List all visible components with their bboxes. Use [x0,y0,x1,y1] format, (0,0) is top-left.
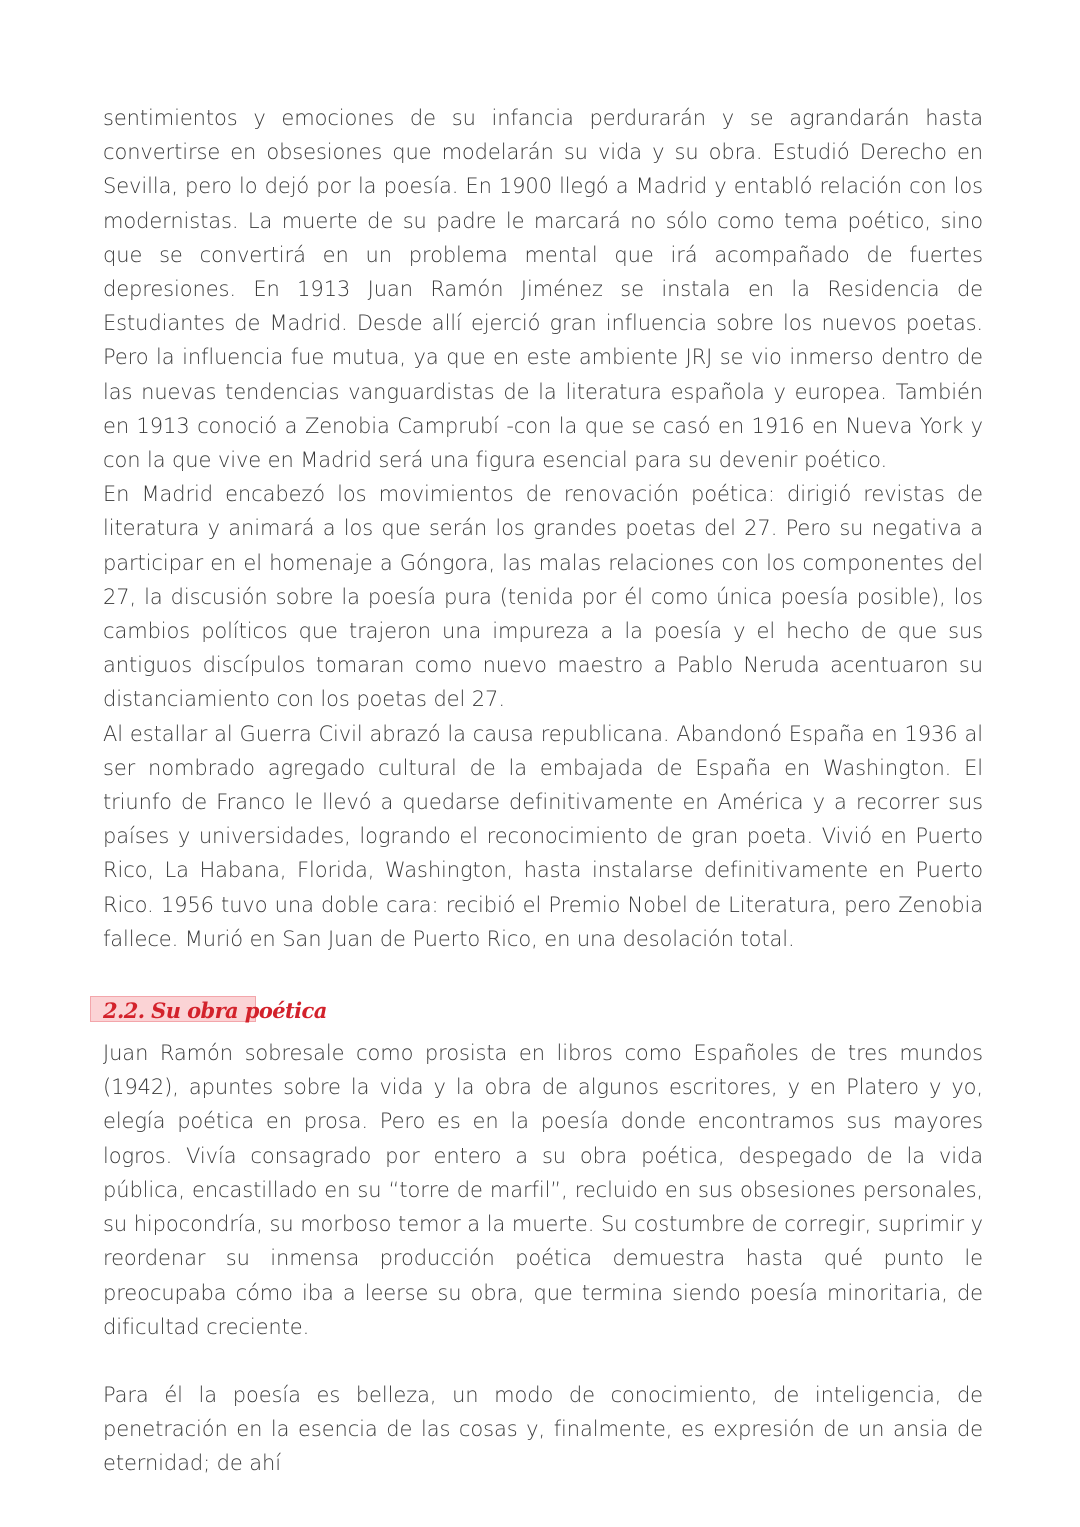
document-page [103,101,983,1481]
section-heading-container [103,990,983,1030]
paragraph-spacer [103,1344,983,1378]
section-heading: 2.2. Su obra poética [90,996,256,1022]
paragraph-madrid: En Madrid encabezó los movimientos de renovación poética: dirigió revistas de literatura y animará a los que serán los grandes poetas del 27. Pero su negativa a participar en el homenaje a Góngora, las malas relaciones con los componentes del 27, la discusión sobre la poesía pura (tenida por él como única poesía posible), los cambios políticos que trajeron una impureza a la poesía y el hecho de que sus antiguos discípulos tomaran como nuevo maestro a Pablo Neruda acentuaron su distanciamiento con los poetas del 27. [103,482,983,712]
paragraph-poetry-concept: Para él la poesía es belleza, un modo de conocimiento, de inteligencia, de penetración en la esencia de las cosas y, finalmente, es expresión de un ansia de eternidad; de ahí [103,1382,983,1476]
paragraph-prose-work: Juan Ramón sobresale como prosista en libros como Españoles de tres mundos (1942), apuntes sobre la vida y la obra de algunos escritores, y en Platero y yo, elegía poética en prosa. Pero es en la poesía donde encontramos sus mayores logros. Vivía consagrado por entero a su obra poética, despegado de la vida pública, encastillado en su “torre de marfil”, recluido en sus obsesiones personales, su hipocondría, su morboso temor a la muerte. Su costumbre de corregir, suprimir y reordenar su inmensa producción poética demuestra hasta qué punto le preocupaba cómo iba a leerse su obra, que termina siendo poesía minoritaria, de dificultad creciente. [103,1041,983,1339]
paragraph-civil-war: Al estallar al Guerra Civil abrazó la causa republicana. Abandonó España en 1936 al ser nombrado agregado cultural de la embajada de España en Washington. El triunfo de Franco le llevó a quedarse definitivamente en América y a recorrer sus países y universidades, logrando el reconocimiento de gran poeta. Vivió en Puerto Rico, La Habana, Florida, Washington, hasta instalarse definitivamente en Puerto Rico. 1956 tuvo una doble cara: recibió el Premio Nobel de Literatura, pero Zenobia fallece. Murió en San Juan de Puerto Rico, en una desolación total. [103,721,983,951]
paragraph-biography: sentimientos y emociones de su infancia perdurarán y se agrandarán hasta convertirse en obsesiones que modelarán su vida y su obra. Estudió Derecho en Sevilla, pero lo dejó por la poesía. En 1900 llegó a Madrid y entabló relación con los modernistas. La muerte de su padre le marcará no sólo como tema poético, sino que se convertirá en un problema mental que irá acompañado de fuertes depresiones. En 1913 Juan Ramón Jiménez se instala en la Residencia de Estudiantes de Madrid. Desde allí ejerció gran influencia sobre los nuevos poetas. Pero la influencia fue mutua, ya que en este ambiente JRJ se vio inmerso dentro de las nuevas tendencias vanguardistas de la literatura española y europea. También en 1913 conoció a Zenobia Camprubí -con la que se casó en 1916 en Nueva York y con la que vive en Madrid será una figura esencial para su devenir poético. [103,106,983,473]
